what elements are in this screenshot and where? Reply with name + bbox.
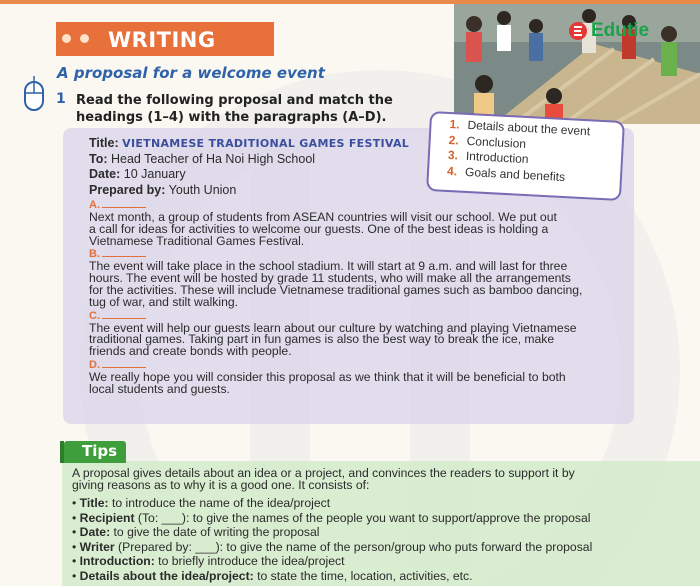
tip-text: to briefly introduce the idea/project (154, 554, 345, 568)
mouse-icon (22, 76, 46, 112)
tips-intro-line: giving reasons as to why it is a good one. It consists of: (72, 478, 370, 492)
answer-blank[interactable] (102, 248, 146, 257)
tip-item: • Date: to give the date of writing the proposal (72, 525, 320, 539)
tip-text: (Prepared by: ___): to give the name of the person/group who puts forward the proposal (114, 539, 593, 554)
tip-label: Title: (79, 496, 109, 510)
heading-text: Goals and benefits (464, 164, 566, 184)
tip-label: Introduction: (79, 554, 155, 568)
tip-item: • Title: to introduce the name of the idea/project (72, 496, 331, 510)
tip-text: to give the date of writing the proposal (110, 525, 320, 539)
paragraph-line: friends and create bonds with people. (89, 344, 292, 359)
paragraph-b (89, 261, 629, 308)
paragraph-d (89, 369, 629, 396)
tip-item: • Introduction: to briefly introduce the idea/project (72, 554, 345, 568)
tips-list (72, 496, 700, 583)
task-instruction: Read the following proposal and match the headings (1–4) with the paragraphs (A–D). (76, 93, 393, 125)
answer-blank[interactable] (102, 359, 146, 368)
paragraph-letter-text: A. (89, 199, 100, 211)
answer-blank[interactable] (102, 199, 146, 208)
paragraph-line: The event will take place in the school stadium. It will start at 9 a.m. and will last for three (89, 259, 568, 274)
tips-intro-line: A proposal gives details about an idea or a project, and convinces the readers to support it by (72, 466, 575, 480)
paragraph-line: We really hope you will consider this proposal as we think that it will be beneficial to both (89, 369, 566, 384)
section-title: WRITING (108, 28, 216, 52)
tip-item: • Details about the idea/project: to state the time, location, activities, etc. (72, 568, 473, 583)
proposal-prepared-value: Youth Union (168, 182, 237, 197)
paragraph-line: The event will help our guests learn about our culture by watching and playing Vietnamese (89, 320, 577, 335)
paragraph-letter-text: C. (89, 309, 100, 322)
proposal-title-value: VIETNAMESE TRADITIONAL GAMES FESTIVAL (122, 137, 410, 150)
meta-label: Date: (89, 167, 121, 181)
header-dots-icon (62, 32, 96, 46)
meta-label: Title: (89, 136, 119, 150)
section-header (56, 22, 274, 56)
tips-title: Tips (82, 442, 118, 460)
tip-label: Date: (79, 525, 111, 539)
tip-text: to introduce the name of the idea/project (108, 496, 331, 510)
tip-label: Writer (79, 539, 115, 554)
heading-number: 1. (449, 116, 460, 132)
brand-mark-icon (568, 21, 588, 41)
tips-box (62, 461, 700, 586)
task-number: 1 (56, 91, 66, 107)
heading-number: 4. (446, 163, 458, 178)
paragraph-line: Next month, a group of students from ASEAN countries will visit our school. We put out (89, 210, 557, 224)
paragraph-a (89, 212, 629, 247)
tips-intro (72, 467, 692, 491)
paragraph-line: Vietnamese Traditional Games Festival. (89, 233, 305, 248)
paragraph-line: a call for ideas for activities to welcome our guests. One of the best ideas is holding a (89, 221, 549, 236)
brand-name: Edutie (591, 20, 650, 41)
brand-logo (568, 20, 649, 42)
tip-item: • Recipient (To: ___): to give the names of the people you want to support/approve the proposal (72, 510, 591, 525)
paragraph-line: local students and guests. (89, 381, 230, 396)
meta-label: To: (89, 151, 108, 166)
paragraph-line: traditional games. Taking part in fun games is also the best way to break the ice, make (89, 332, 555, 347)
tip-label: Recipient (79, 510, 135, 525)
heading-text: Details about the event (467, 117, 591, 139)
tips-tab (64, 441, 126, 463)
paragraph-c (89, 320, 629, 359)
heading-text: Conclusion (466, 133, 527, 151)
paragraph-line: hours. The event will be hosted by grade 11 students, who will make all the arrangements (89, 271, 571, 286)
lesson-subtitle: A proposal for a welcome event (57, 64, 325, 82)
heading-text: Introduction (465, 148, 529, 167)
headings-box (426, 111, 625, 201)
tip-text: (To: ___): to give the names of the people you want to support/approve the proposal (134, 510, 591, 525)
tip-item: • Writer (Prepared by: ___): to give the name of the person/group who puts forward the proposal (72, 539, 593, 554)
tip-label: Details about the idea/project: (79, 568, 254, 583)
answer-blank[interactable] (102, 310, 146, 319)
proposal-date-value: 10 January (123, 167, 186, 181)
paragraph-letter-text: D. (89, 358, 100, 371)
proposal-to-value: Head Teacher of Ha Noi High School (111, 151, 316, 166)
paragraph-line: tug of war, and stilt walking. (89, 294, 239, 309)
heading-number: 3. (447, 147, 459, 163)
tip-text: to state the time, location, activities, etc. (253, 568, 473, 583)
heading-number: 2. (448, 132, 460, 147)
meta-label: Prepared by: (89, 182, 166, 197)
paragraph-letter-text: B. (89, 248, 100, 261)
paragraph-line: for the activities. These will include Vietnamese traditional games such as bamboo dancing, (89, 282, 583, 297)
